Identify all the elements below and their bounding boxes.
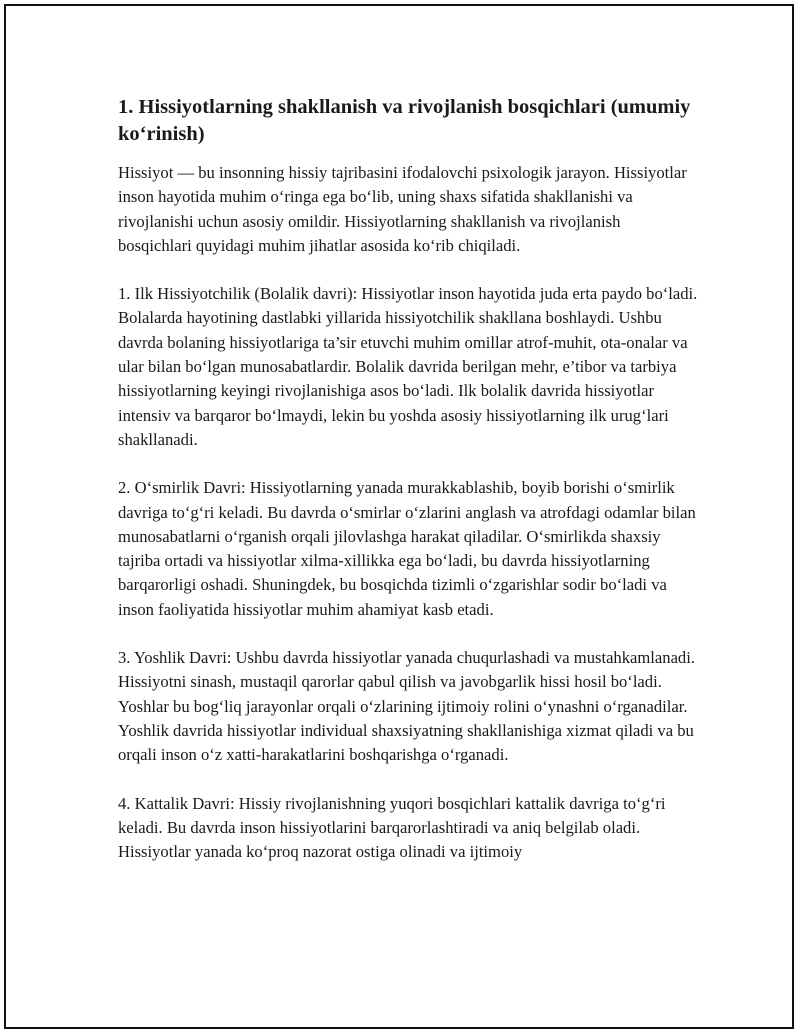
paragraph-adolescence: 2. O‘smirlik Davri: Hissiyotlarning yanada murakkablashib, boyib borishi o‘smirlik davriga to‘g‘ri keladi. Bu davrda o‘smirlar o‘zlarini anglash va atrofdagi odamlar bilan munosabatlarni o‘rganish orqali jilovlashga harakat qiladilar. O‘smirlikda shaxsiy tajriba ortadi va hissiyotlar xilma-xillikka ega bo‘ladi, bu davrda hissiyotlarning barqarorligi oshadi. Shuningdek, bu bosqichda tizimli o‘zgarishlar sodir bo‘ladi va inson faoliyatida hissiyotlar muhim ahamiyat kasb etadi. [118, 478, 696, 619]
paragraph-youth: 3. Yoshlik Davri: Ushbu davrda hissiyotlar yanada chuqurlashadi va mustahkamlanadi. Hissiyotni sinash, mustaqil qarorlar qabul qilish va javobgarlik hissi hosil bo‘ladi. Yoshlar bu bog‘liq jarayonlar orqali o‘zlarining ijtimoiy rolini o‘ynashni o‘rganadilar. Yoshlik davrida hissiyotlar individual shaxsiyatning shakllanishiga xizmat qiladi va bu orqali inson o‘z xatti-harakatlarini boshqarishga o‘rganadi. [118, 648, 695, 765]
paragraph-adulthood: 4. Kattalik Davri: Hissiy rivojlanishning yuqori bosqichlari kattalik davriga to‘g‘ri keladi. Bu davrda inson hissiyotlarini barqarorlashtiradi va aniq belgilab oladi. Hissiyotlar yanada ko‘proq nazorat ostiga olinadi va ijtimoiy [118, 793, 666, 862]
document-body [118, 94, 698, 888]
paragraph-childhood: 1. Ilk Hissiyotchilik (Bolalik davri): Hissiyotlar inson hayotida juda erta paydo bo‘ladi. Bolalarda hayotining dastlabki yillarida hissiyotchilik shakllana boshlaydi. Ushbu davrda bolaning hissiyotlariga ta’sir etuvchi muhim omillar atrof-muhit, ota-onalar va ular bilan bo‘lgan munosabatlardir. Bolalik davrida berilgan mehr, e’tibor va tarbiya hissiyotlarning keyingi rivojlanishiga asos bo‘ladi. Ilk bolalik davrida hissiyotlar intensiv va barqaror bo‘lmaydi, lekin bu yoshda asosiy hissiyotlarning ilk urug‘lari shakllanadi. [118, 284, 698, 449]
document-title: 1. Hissiyotlarning shakllanish va rivojlanish bosqichlari (umumiy ko‘rinish) [118, 96, 691, 145]
intro-paragraph: Hissiyot — bu insonning hissiy tajribasini ifodalovchi psixologik jarayon. Hissiyotlar inson hayotida muhim o‘ringa ega bo‘lib, uning shaxs sifatida shakllanishi va rivojlanishi uchun asosiy omildir. Hissiyotlarning shakllanish va rivojlanish bosqichlari quyidagi muhim jihatlar asosida ko‘rib chiqiladi. [118, 163, 687, 255]
